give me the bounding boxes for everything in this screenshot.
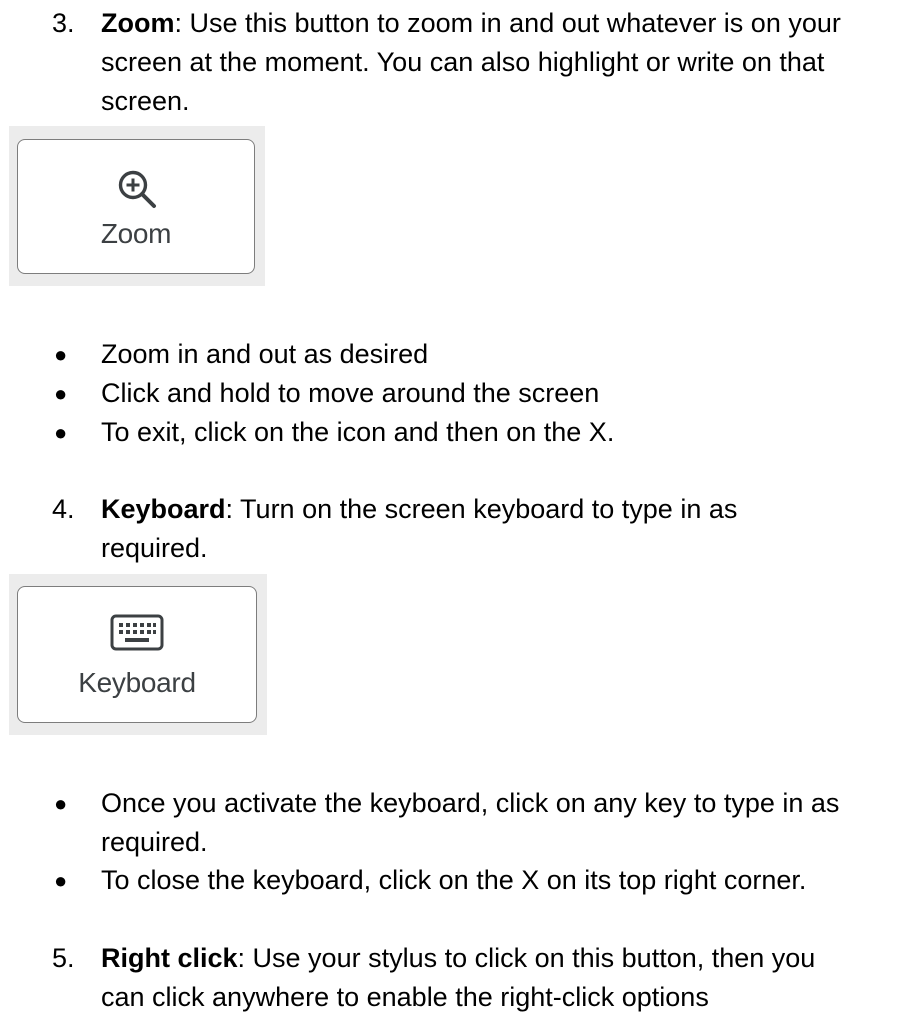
keyboard-bullet-1-line-1: Once you activate the keyboard, click on any key to type in as bbox=[101, 788, 840, 818]
zoom-button[interactable] bbox=[17, 139, 255, 274]
bullet-glyph: ● bbox=[54, 420, 68, 445]
keyboard-bullet-1-line-2: required. bbox=[101, 827, 208, 857]
right-click-text-line-1: : Use your stylus to click on this button, then you bbox=[237, 943, 816, 973]
right-click-text-line-2: can click anywhere to enable the right-click options bbox=[101, 982, 709, 1012]
keyboard-text-line-1: : Turn on the screen keyboard to type in as bbox=[225, 494, 738, 524]
zoom-text-line-2: screen at the moment. You can also highlight or write on that bbox=[101, 47, 825, 77]
bullet-glyph: ● bbox=[54, 791, 68, 816]
keyboard-text-line-2: required. bbox=[101, 533, 208, 563]
right-click-title: Right click bbox=[101, 943, 238, 973]
item-number-zoom: 3. bbox=[52, 8, 75, 38]
keyboard-icon bbox=[110, 614, 164, 654]
zoom-button-label: Zoom bbox=[100, 218, 172, 249]
zoom-in-icon bbox=[112, 164, 164, 216]
zoom-text-line-3: screen. bbox=[101, 86, 190, 116]
keyboard-button[interactable] bbox=[17, 586, 257, 723]
zoom-bullet-3: To exit, click on the icon and then on the X. bbox=[101, 417, 615, 447]
keyboard-bullet-2: To close the keyboard, click on the X on its top right corner. bbox=[101, 865, 807, 895]
keyboard-button-screenshot bbox=[9, 574, 267, 735]
keyboard-title: Keyboard bbox=[101, 494, 226, 524]
item-number-right-click: 5. bbox=[52, 943, 75, 973]
zoom-title: Zoom bbox=[101, 8, 175, 38]
keyboard-button-label: Keyboard bbox=[78, 667, 196, 698]
keyboard-description bbox=[101, 490, 737, 529]
bullet-glyph: ● bbox=[54, 381, 68, 406]
bullet-glyph: ● bbox=[54, 342, 68, 367]
zoom-button-screenshot bbox=[9, 126, 265, 286]
zoom-bullet-2: Click and hold to move around the screen bbox=[101, 378, 600, 408]
zoom-bullet-1: Zoom in and out as desired bbox=[101, 339, 429, 369]
right-click-description bbox=[101, 939, 815, 978]
zoom-description bbox=[101, 4, 841, 43]
zoom-text-line-1: : Use this button to zoom in and out whatever is on your bbox=[174, 8, 841, 38]
bullet-glyph: ● bbox=[54, 868, 68, 893]
item-number-keyboard: 4. bbox=[52, 494, 75, 524]
